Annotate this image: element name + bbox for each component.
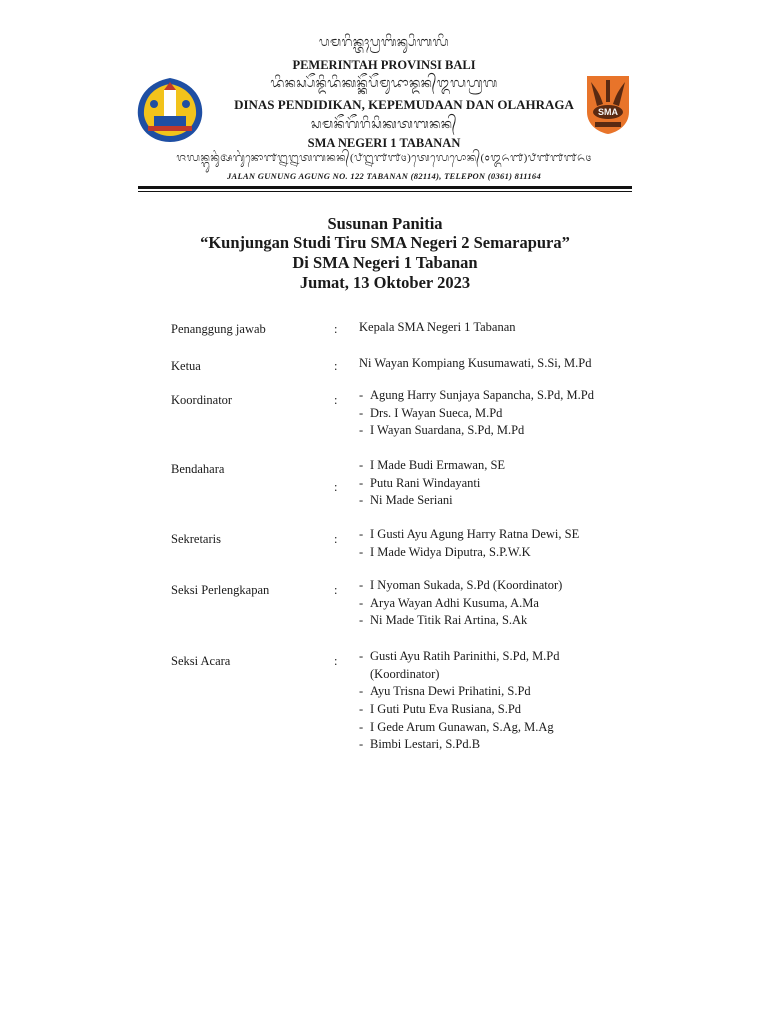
label-seksi-perlengkapan: Seksi Perlengkapan xyxy=(171,583,270,597)
label-seksi-acara: Seksi Acara xyxy=(171,654,231,668)
event-name: “Kunjungan Studi Tiru SMA Negeri 2 Semarapura” xyxy=(200,233,570,252)
bali-province-emblem-icon xyxy=(134,76,206,144)
list-item: - Agung Harry Sunjaya Sapancha, S.Pd, M.Pd xyxy=(359,388,594,402)
list-item: - I Gede Arum Gunawan, S.Ag, M.Ag xyxy=(359,719,554,734)
list-item: (Koordinator) xyxy=(370,666,440,681)
colon: : xyxy=(334,654,338,668)
header-department: DINAS PENDIDIKAN, KEPEMUDAAN DAN OLAHRAGA xyxy=(234,97,574,112)
document-title: Susunan Panitia xyxy=(327,214,443,233)
colon: : xyxy=(334,583,338,597)
acara-list xyxy=(359,648,560,754)
list-item: - I Wayan Suardana, S.Pd, M.Pd xyxy=(359,423,525,438)
header-balinese-line-1: ᬧᬫᬭᬶᬦ᭄ᬢᬄᬧ᭄ᬭᬩᬶᬦ᭄ᬲᬶᬩᬮᬶ xyxy=(318,34,450,49)
sma-school-emblem-icon xyxy=(583,72,633,136)
header-address: JALAN GUNUNG AGUNG NO. 122 TABANAN (82114), TELEPON (0361) 811164 xyxy=(226,171,542,181)
bendahara-list xyxy=(359,457,505,510)
list-item: - I Gusti Ayu Agung Harry Ratna Dewi, SE xyxy=(359,527,580,541)
colon: : xyxy=(334,532,338,546)
list-item: - I Nyoman Sukada, S.Pd (Koordinator) xyxy=(359,578,563,592)
label-koordinator: Koordinator xyxy=(171,393,233,407)
label-penanggung-jawab: Penanggung jawab xyxy=(171,322,266,336)
colon: : xyxy=(334,322,338,336)
sekretaris-list xyxy=(359,526,579,561)
label-ketua: Ketua xyxy=(171,359,201,373)
event-date: Jumat, 13 Oktober 2023 xyxy=(299,273,471,292)
header-divider-thick xyxy=(138,186,632,189)
colon: : xyxy=(334,393,338,407)
event-venue: Di SMA Negeri 1 Tabanan xyxy=(292,253,478,272)
koordinator-list xyxy=(359,387,594,440)
header-school: SMA NEGERI 1 TABANAN xyxy=(307,136,461,150)
header-balinese-line-2: ᬤᬶᬦᬲ᭄ᬧᭂᬦ᭄ᬤᬶᬤᬶᬓᬦ᭄ᬓᭂᬧᭂᬫᬸᬤᬵᬦ᭄ᬤᬦ᭄ᬑᬮᬳ᭄ᬭᬕ xyxy=(270,75,498,90)
list-item: - Bimbi Lestari, S.Pd.B xyxy=(359,737,481,752)
list-item: - I Made Budi Ermawan, SE xyxy=(359,458,506,472)
list-item: - Gusti Ayu Ratih Parinithi, S.Pd, M.Pd xyxy=(359,649,560,663)
list-item: - Ni Made Titik Rai Artina, S.Ak xyxy=(359,613,528,628)
list-item: - Ayu Trisna Dewi Prihatini, S.Pd xyxy=(359,684,531,699)
sma-emblem-text: SMA xyxy=(598,107,618,117)
list-item: - Ni Made Seriani xyxy=(359,493,453,508)
label-sekretaris: Sekretaris xyxy=(171,532,221,546)
header-government: PEMERINTAH PROVINSI BALI xyxy=(292,58,476,72)
colon: : xyxy=(334,359,338,373)
header-balinese-line-4: ᬚᬮᬦ᭄ᬕᬸᬦᬸᬂᬅᬕᬸᬂᬦᭀ᭑᭒᭒ᬢᬩᬦᬦ᭄(᭘᭒᭑᭑᭔)ᬢᬾᬮᬾᬧᭀᬦ᭄(᭐᭓᭖᭑)᭘᭑᭑᭑᭖᭔ xyxy=(176,152,592,164)
list-item: - Putu Rani Windayanti xyxy=(359,475,481,490)
value-penanggung-jawab: Kepala SMA Negeri 1 Tabanan xyxy=(359,320,516,334)
list-item: - I Made Widya Diputra, S.P.W.K xyxy=(359,544,531,559)
colon: : xyxy=(334,480,338,494)
header-balinese-line-3: ᬲᬫᬦᭂᬕᭂᬭᬶᬲᬶᬓᬢᬩᬦᬦ᭄ xyxy=(310,116,458,131)
list-item: - Arya Wayan Adhi Kusuma, A.Ma xyxy=(359,595,539,610)
list-item: - I Guti Putu Eva Rusiana, S.Pd xyxy=(359,702,522,717)
list-item: - Drs. I Wayan Sueca, M.Pd xyxy=(359,405,503,420)
header-divider-thin xyxy=(138,191,632,192)
value-ketua: Ni Wayan Kompiang Kusumawati, S.Si, M.Pd xyxy=(359,356,592,370)
label-bendahara: Bendahara xyxy=(171,462,225,476)
perlengkapan-list xyxy=(359,577,562,630)
